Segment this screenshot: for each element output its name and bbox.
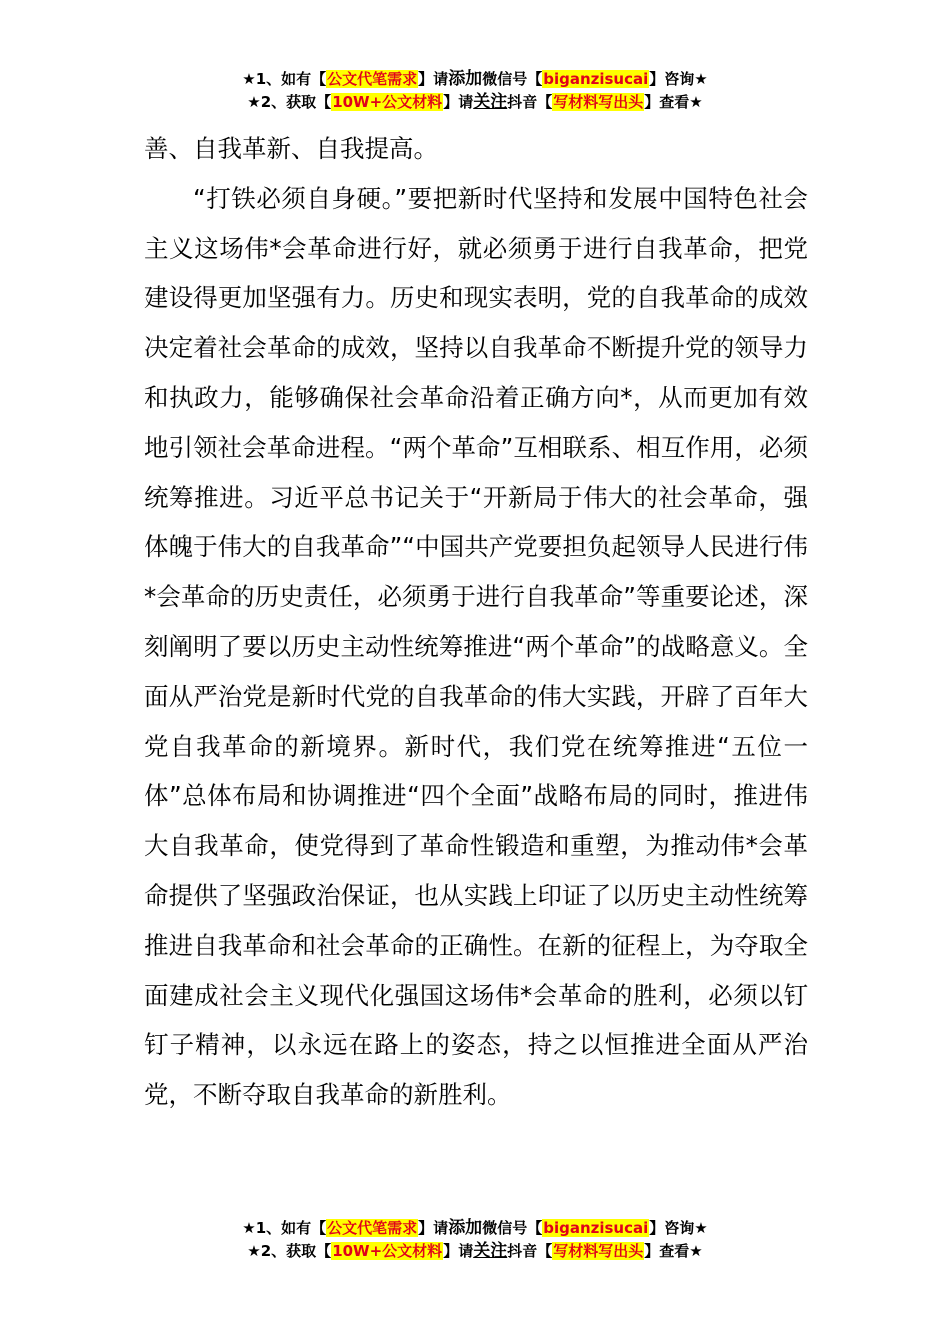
banner-text: 微信号【 bbox=[482, 70, 543, 88]
paragraph-continuation: 善、自我革新、自我提高。 bbox=[144, 134, 438, 163]
banner-text: 】请 bbox=[418, 70, 449, 88]
banner-text: ★1、如有【 bbox=[242, 70, 327, 88]
banner-emphasis: 添加 bbox=[448, 69, 483, 89]
banner-highlight: 10W+公文材料 bbox=[332, 1242, 443, 1260]
banner-text: ★1、如有【 bbox=[242, 1219, 327, 1237]
banner-text: 抖音【 bbox=[507, 1242, 553, 1260]
banner-text: 抖音【 bbox=[507, 93, 553, 111]
paragraph-main: “打铁必须自身硬。”要把新时代坚持和发展中国特色社会主义这场伟*会革命进行好，就必须勇于进行自我革命，把党建设得更加坚强有力。历史和现实表明，党的自我革命的成效决定着社会革命的成效，坚持以自我革命不断提升党的领导力和执政力，能够确保社会革命沿着正确方向*，从而更加有效地引领社会革命进程。“两个革命”互相联系、相互作用，必须统筹推进。习近平总书记关于“开新局于伟大的社会革命，强体魄于伟大的自我革命”“中国共产党要担负起领导人民进行伟*会革命的历史责任，必须勇于进行自我革命”等重要论述，深刻阐明了要以历史主动性统筹推进“两个革命”的战略意义。全面从严治党是新时代党的自我革命的伟大实践，开辟了百年大党自我革命的新境界。新时代，我们党在统筹推进“五位一体”总体布局和协调推进“四个全面”战略布局的同时，推进伟大自我革命，使党得到了革命性锻造和重塑，为推动伟*会革命提供了坚强政治保证，也从实践上印证了以历史主动性统筹推进自我革命和社会革命的正确性。在新的征程上，为夺取全面建成社会主义现代化强国这场伟*会革命的胜利，必须以钉钉子精神，以永远在路上的姿态，持之以恒推进全面从严治党，不断夺取自我革命的新胜利。 bbox=[144, 183, 808, 1110]
banner-text: 】咨询★ bbox=[649, 1219, 708, 1237]
banner-line-1 bbox=[0, 1217, 950, 1240]
banner-highlight: 公文代笔需求 bbox=[327, 70, 418, 88]
banner-highlight: 公文代笔需求 bbox=[327, 1219, 418, 1237]
banner-text: ★2、获取【 bbox=[247, 1242, 332, 1260]
banner-text: 】查看★ bbox=[644, 93, 703, 111]
banner-text: 】请 bbox=[443, 93, 474, 111]
banner-text: 】请 bbox=[443, 1242, 474, 1260]
banner-emphasis: 关注 bbox=[473, 1241, 508, 1261]
banner-highlight: biganzisucai bbox=[543, 70, 649, 88]
banner-text: 】咨询★ bbox=[649, 70, 708, 88]
banner-text: 】查看★ bbox=[644, 1242, 703, 1260]
banner-emphasis: 关注 bbox=[473, 92, 508, 112]
banner-line-2 bbox=[0, 91, 950, 114]
footer-banner bbox=[0, 1217, 950, 1263]
banner-highlight: biganzisucai bbox=[543, 1219, 649, 1237]
banner-highlight: 写材料写出头 bbox=[553, 93, 644, 111]
banner-line-1 bbox=[0, 68, 950, 91]
banner-text: ★2、获取【 bbox=[247, 93, 332, 111]
header-banner bbox=[0, 68, 950, 114]
banner-highlight: 写材料写出头 bbox=[553, 1242, 644, 1260]
document-body bbox=[144, 124, 808, 1120]
banner-highlight: 10W+公文材料 bbox=[332, 93, 443, 111]
banner-line-2 bbox=[0, 1240, 950, 1263]
banner-text: 】请 bbox=[418, 1219, 449, 1237]
banner-text: 微信号【 bbox=[482, 1219, 543, 1237]
banner-emphasis: 添加 bbox=[448, 1218, 483, 1238]
